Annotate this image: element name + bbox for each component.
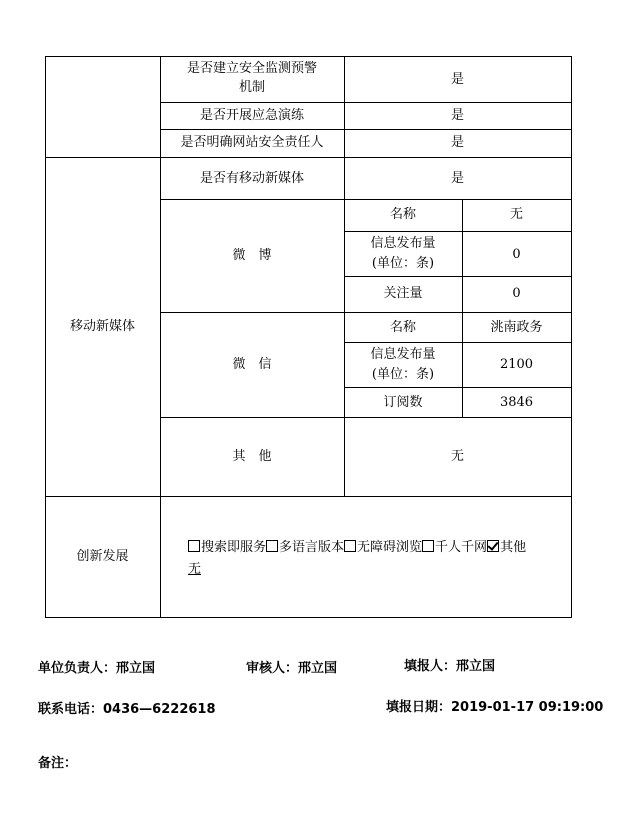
other-value: 无 xyxy=(450,449,464,464)
wechat-publish-value: 2100 xyxy=(499,357,534,372)
fill-date: 填报日期：2019-01-17 09:19:00 xyxy=(386,700,604,715)
wechat-name-label: 名称 xyxy=(389,320,416,335)
innovation-other-text: 无 xyxy=(188,562,202,577)
checkbox-checked-icon[interactable] xyxy=(487,540,499,552)
checkbox-icon[interactable] xyxy=(422,540,434,552)
emergency-drill-value: 是 xyxy=(450,108,464,123)
contact-phone: 联系电话：0436—6222618 xyxy=(38,702,216,717)
option-other[interactable]: 其他 xyxy=(487,540,526,555)
checkbox-icon[interactable] xyxy=(344,540,356,552)
weibo-name-value: 无 xyxy=(509,207,523,222)
option-search-service[interactable]: 搜索即服务 xyxy=(188,540,266,555)
responsible-value: 是 xyxy=(450,135,464,150)
unit-head: 单位负责人：邢立国 xyxy=(38,661,156,676)
mobile-media-section-label: 移动新媒体 xyxy=(69,319,135,334)
security-monitor-value: 是 xyxy=(450,72,464,87)
has-mobile-value: 是 xyxy=(450,171,464,186)
emergency-drill-label: 是否开展应急演练 xyxy=(199,108,304,123)
wechat-name-value: 洮南政务 xyxy=(490,320,543,335)
option-accessibility[interactable]: 无障碍浏览 xyxy=(344,540,422,555)
has-mobile-label: 是否有移动新媒体 xyxy=(199,171,304,186)
weibo-label: 微 博 xyxy=(232,248,272,263)
checkbox-icon[interactable] xyxy=(266,540,278,552)
wechat-subscribe-label: 订阅数 xyxy=(383,395,423,410)
security-monitor-label: 是否建立安全监测预警 xyxy=(186,61,317,76)
weibo-follow-label: 关注量 xyxy=(383,286,423,301)
weibo-publish-label: 信息发布量 xyxy=(370,236,436,251)
security-monitor-label-cont: 机制 xyxy=(238,80,265,95)
innovation-label: 创新发展 xyxy=(76,549,129,564)
wechat-publish-unit: (单位：条) xyxy=(371,367,435,382)
weibo-publish-value: 0 xyxy=(512,247,521,262)
filler: 填报人：邢立国 xyxy=(404,659,496,674)
wechat-publish-label: 信息发布量 xyxy=(370,347,436,362)
option-personalized[interactable]: 千人千网 xyxy=(422,540,487,555)
remark-label: 备注： xyxy=(38,756,78,771)
weibo-publish-unit: (单位：条) xyxy=(371,256,435,271)
responsible-label: 是否明确网站安全责任人 xyxy=(180,135,324,150)
weibo-follow-value: 0 xyxy=(512,286,521,301)
wechat-label: 微 信 xyxy=(232,357,272,372)
option-multi-language[interactable]: 多语言版本 xyxy=(266,540,344,555)
reviewer: 审核人：邢立国 xyxy=(246,661,338,676)
other-label: 其 他 xyxy=(232,449,272,464)
innovation-options xyxy=(188,537,526,581)
wechat-subscribe-value: 3846 xyxy=(499,395,534,410)
checkbox-icon[interactable] xyxy=(188,540,200,552)
weibo-name-label: 名称 xyxy=(389,207,416,222)
